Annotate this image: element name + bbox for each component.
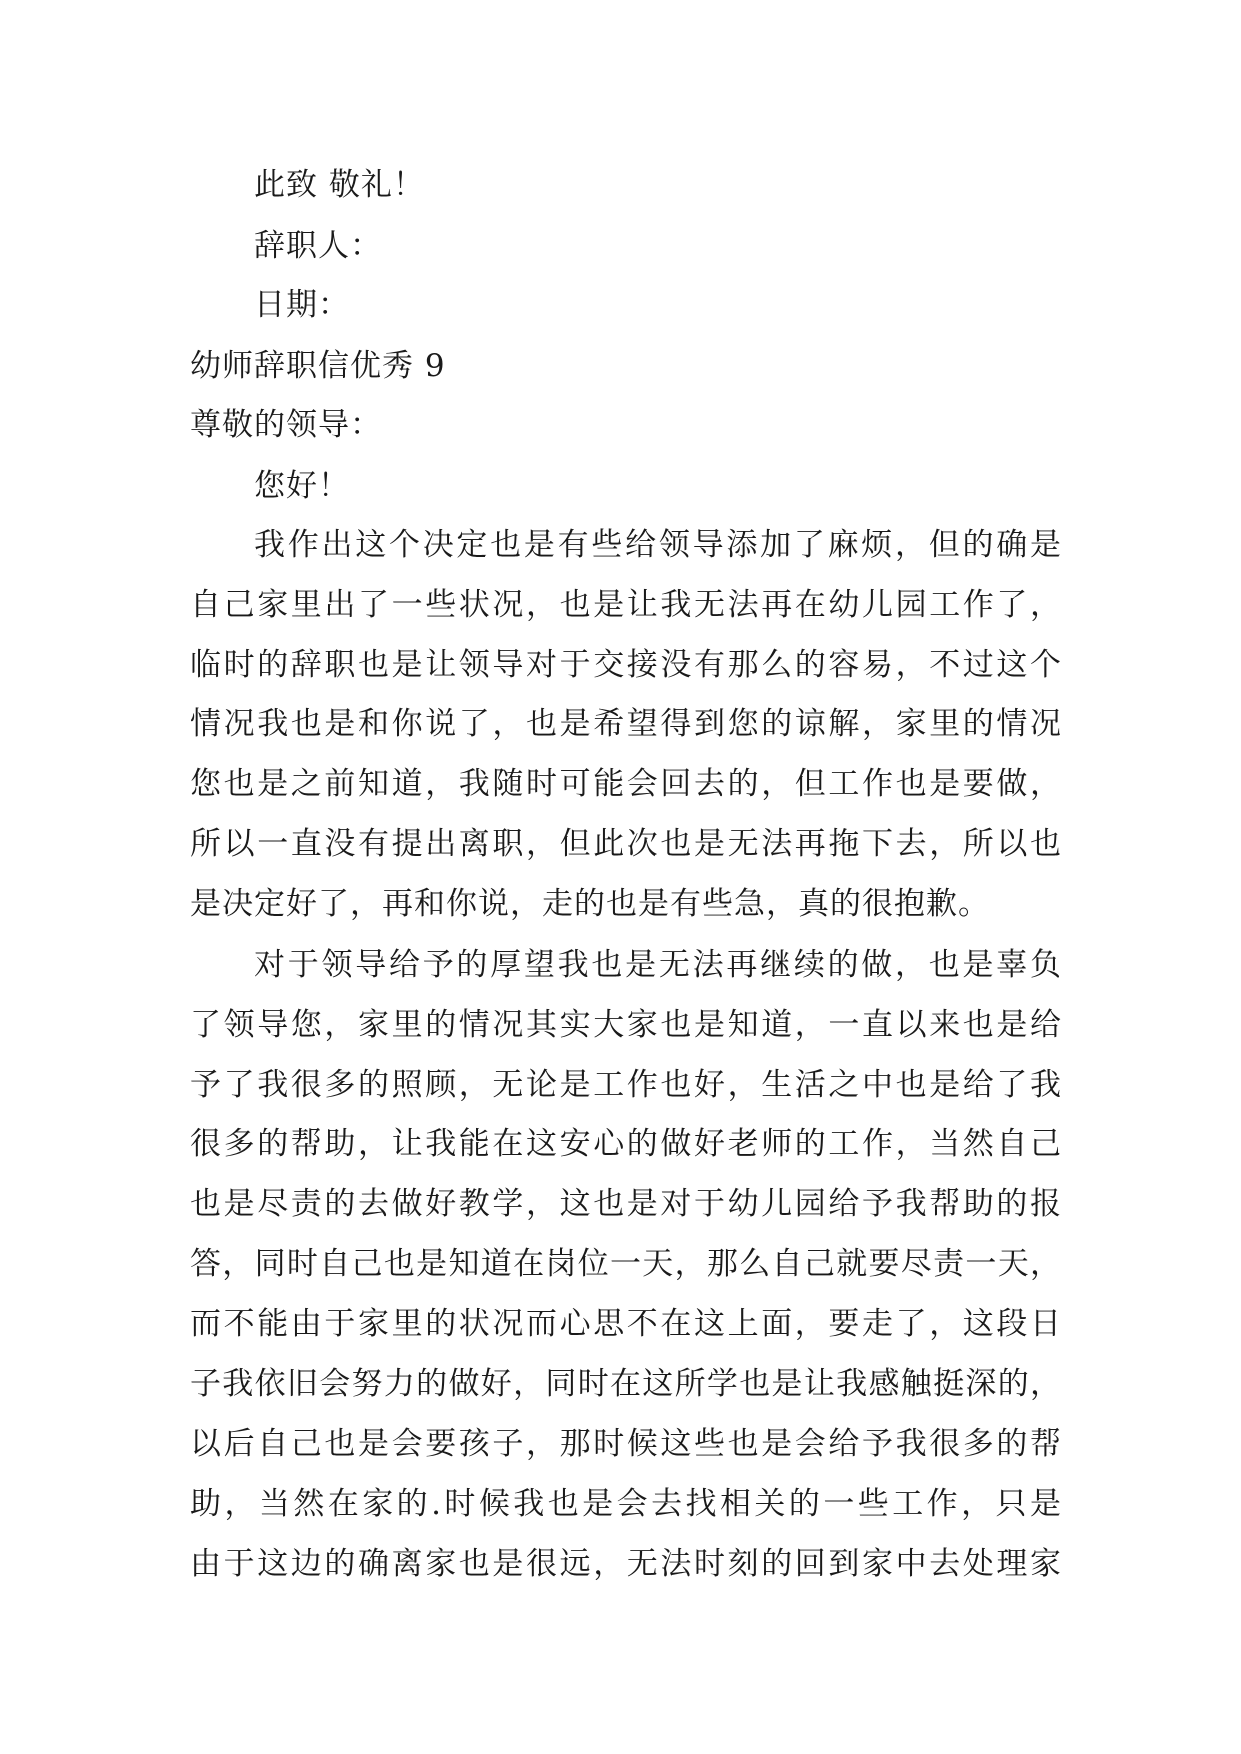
paragraph2-line: 由于这边的确离家也是很远，无法时刻的回到家中去处理家 — [190, 1546, 1062, 1582]
paragraph1-line: 是决定好了，再和你说，走的也是有些急，真的很抱歉。 — [190, 886, 990, 922]
paragraph1-line: 临时的辞职也是让领导对于交接没有那么的容易，不过这个 — [190, 647, 1062, 683]
paragraph1-line: 所以一直没有提出离职，但此次也是无法再拖下去，所以也 — [190, 826, 1062, 862]
paragraph2-line: 助，当然在家的.时候我也是会去找相关的一些工作，只是 — [190, 1486, 1062, 1522]
paragraph2-line: 以后自己也是会要孩子，那时候这些也是会给予我很多的帮 — [190, 1426, 1062, 1462]
paragraph1-line: 情况我也是和你说了，也是希望得到您的谅解，家里的情况 — [190, 706, 1062, 742]
paragraph2-line: 对于领导给予的厚望我也是无法再继续的做，也是辜负 — [254, 947, 1062, 983]
letter-title: 幼师辞职信优秀 9 — [190, 348, 446, 384]
paragraph1-line: 自己家里出了一些状况，也是让我无法再在幼儿园工作了， — [190, 587, 1062, 623]
closing-date: 日期： — [254, 287, 350, 323]
closing-salute: 此致 敬礼！ — [254, 167, 425, 203]
paragraph2-line: 很多的帮助，让我能在这安心的做好老师的工作，当然自己 — [190, 1126, 1062, 1162]
letter-recipient: 尊敬的领导： — [190, 407, 382, 443]
paragraph2-line: 子我依旧会努力的做好，同时在这所学也是让我感触挺深的， — [190, 1366, 1062, 1402]
paragraph2-line: 也是尽责的去做好教学，这也是对于幼儿园给予我帮助的报 — [190, 1186, 1062, 1222]
paragraph1-line: 我作出这个决定也是有些给领导添加了麻烦，但的确是 — [254, 527, 1062, 563]
paragraph2-line: 了领导您，家里的情况其实大家也是知道，一直以来也是给 — [190, 1007, 1062, 1043]
paragraph2-line: 而不能由于家里的状况而心思不在这上面，要走了，这段日 — [190, 1306, 1062, 1342]
paragraph2-line: 予了我很多的照顾，无论是工作也好，生活之中也是给了我 — [190, 1067, 1062, 1103]
closing-resigner: 辞职人： — [254, 228, 382, 264]
paragraph1-line: 您也是之前知道，我随时可能会回去的，但工作也是要做， — [190, 766, 1062, 802]
paragraph2-line: 答，同时自己也是知道在岗位一天，那么自己就要尽责一天， — [190, 1246, 1062, 1282]
letter-greeting: 您好！ — [254, 468, 350, 504]
